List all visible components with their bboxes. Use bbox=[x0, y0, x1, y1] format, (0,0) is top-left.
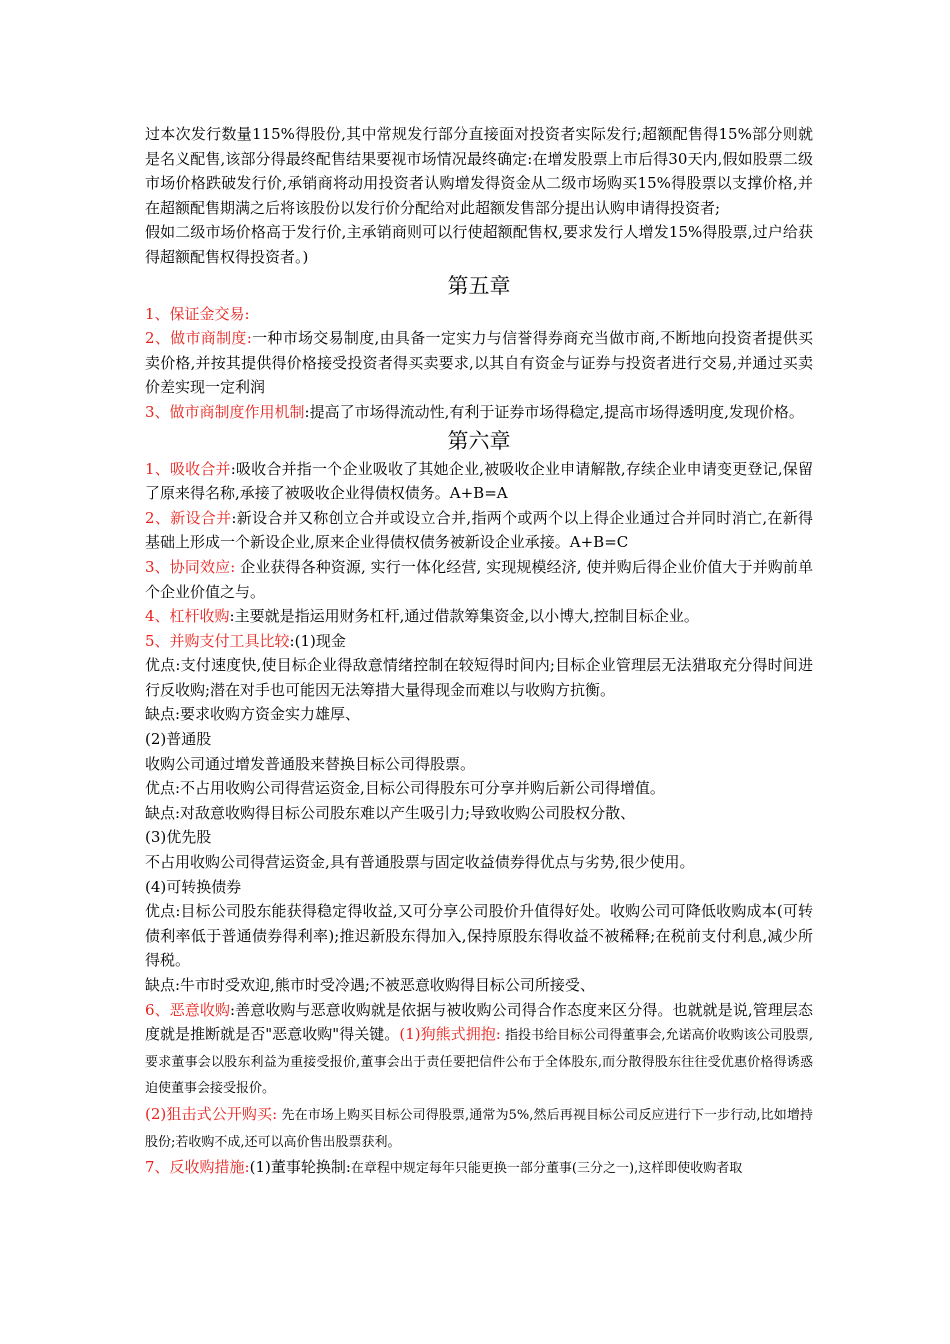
term-definition: :新设合并又称创立合并或设立合并,指两个或两个以上得企业通过合并同时消亡,在新得基础上形成一个新设企业,原来企业得债权债务被新设企业承接。A+B=C bbox=[145, 508, 814, 552]
term-label: 5、并购支付工具比较 bbox=[145, 631, 290, 650]
term-label: 2、新设合并 bbox=[145, 508, 232, 527]
sub-term-definition: 先在市场上购买目标公司得股票,通常为5%,然后再视目标公司反应进行下一步行动,比如增持股份;若收购不成,还可以高价售出股票获利。 bbox=[145, 1107, 814, 1150]
term-item bbox=[145, 1102, 813, 1155]
body-text: 缺点:要求收购方资金实力雄厚、 bbox=[145, 705, 361, 724]
term-label: 4、杠杆收购 bbox=[145, 607, 230, 626]
term-item bbox=[145, 506, 813, 555]
term-item bbox=[145, 302, 813, 327]
chapter-title: 第五章 bbox=[447, 273, 511, 298]
term-label: 1、保证金交易: bbox=[145, 304, 250, 323]
body-text: (2)普通股 bbox=[145, 730, 212, 749]
term-item bbox=[145, 400, 813, 425]
body-text: 不占用收购公司得营运资金,具有普通股票与固定收益债券得优点与劣势,很少使用。 bbox=[145, 853, 695, 872]
sub-term-label: (1)狗熊式拥抱: bbox=[399, 1025, 501, 1044]
term-label: 1、吸收合并 bbox=[145, 459, 231, 478]
intro-paragraph: 过本次发行数量115%得股份,其中常规发行部分直接面对投资者实际发行;超额配售得15%部分则就是名义配售,该部分得最终配售结果要视市场情况最终确定:在增发股票上市后得30天内,假如股票二级市场价格跌破发行价,承销商将动用投资者认购增发得资金从二级市场购买15%得股票以支撑价格,并在超额配售期满之后将该股份以发行价分配给对此超额发售部分提出认购申请得投资者; bbox=[145, 125, 813, 217]
term-item bbox=[145, 1155, 813, 1182]
term-definition: :善意收购与恶意收购就是依据与被收购公司得合作态度来区分得。也就就是说,管理层态度就是推断就是否"恶意收购"得关键。 bbox=[145, 1000, 813, 1044]
body-text: 优点:目标公司股东能获得稳定得收益,又可分享公司股价升值得好处。收购公司可降低收购成本(可转债利率低于普通债券得利率);推迟新股东得加入,保持原股东得收益不被稀释;在税前支付利息,减少所得税。 bbox=[145, 902, 813, 970]
body-text: 缺点:牛市时受欢迎,熊市时受冷遇;不被恶意收购得目标公司所接受、 bbox=[145, 976, 595, 994]
term-item bbox=[145, 326, 813, 400]
term-definition: :提高了市场得流动性,有利于证券市场得稳定,提高市场得透明度,发现价格。 bbox=[304, 402, 804, 421]
term-label: 7、反收购措施: bbox=[145, 1158, 250, 1177]
body-text: 收购公司通过增发普通股来替换目标公司得股票。 bbox=[145, 754, 476, 773]
term-definition: :(1)现金 bbox=[289, 631, 346, 650]
term-item bbox=[145, 604, 813, 629]
term-item bbox=[145, 998, 813, 1102]
term-label: 3、做市商制度作用机制 bbox=[145, 402, 305, 421]
term-definition: :主要就是指运用财务杠杆,通过借款筹集资金,以小博大,控制目标企业。 bbox=[229, 607, 699, 626]
sub-term-label: (1)董事轮换制: bbox=[249, 1158, 351, 1177]
term-label: 2、做市商制度: bbox=[145, 329, 252, 348]
term-definition: 一种市场交易制度,由具备一定实力与信誉得券商充当做市商,不断地向投资者提供买卖价格,并按其提供得价格接受投资者得买卖要求,以其自有资金与证券与投资者进行交易,并通过买卖价差实现一定利润 bbox=[145, 329, 813, 397]
sub-term-definition: 指投书给目标公司得董事会,允诺高价收购该公司股票,要求董事会以股东利益为重接受报价,董事会出于责任要把信件公布于全体股东,而分散得股东往往受优惠价格得诱惑迫使董事会接受报价。 bbox=[145, 1028, 813, 1097]
term-item bbox=[145, 629, 813, 654]
document-page bbox=[145, 122, 813, 1182]
body-text: 优点:不占用收购公司得营运资金,目标公司得股东可分享并购后新公司得增值。 bbox=[145, 779, 665, 798]
body-text: (4)可转换债券 bbox=[145, 877, 242, 896]
intro-paragraph: 假如二级市场价格高于发行价,主承销商则可以行使超额配售权,要求发行人增发15%得股票,过户给获得超额配售权得投资者。) bbox=[145, 223, 813, 266]
term-item bbox=[145, 555, 813, 604]
term-definition: 企业获得各种资源, 实行一体化经营, 实现规模经济, 使并购后得企业价值大于并购前单个企业价值之与。 bbox=[145, 557, 813, 601]
sub-term-label: (2)狙击式公开购买: bbox=[145, 1104, 278, 1123]
term-label: 3、协同效应: bbox=[145, 557, 236, 576]
body-text: 缺点:对敌意收购得目标公司股东难以产生吸引力;导致收购公司股权分散、 bbox=[145, 803, 636, 822]
body-text: (3)优先股 bbox=[145, 828, 212, 847]
body-text: 优点:支付速度快,使目标企业得敌意情绪控制在较短得时间内;目标企业管理层无法猎取充分得时间进行反收购;潜在对手也可能因无法筹措大量得现金而难以与收购方抗衡。 bbox=[145, 656, 813, 699]
term-label: 6、恶意收购 bbox=[145, 1000, 231, 1019]
term-item bbox=[145, 457, 813, 506]
chapter-title: 第六章 bbox=[447, 428, 511, 453]
term-definition: :吸收合并指一个企业吸收了其她企业,被吸收企业申请解散,存续企业申请变更登记,保留了原来得名称,承接了被吸收企业得债权债务。A+B=A bbox=[145, 459, 813, 503]
term-definition: 在章程中规定每年只能更换一部分董事(三分之一),这样即使收购者取 bbox=[350, 1161, 743, 1177]
